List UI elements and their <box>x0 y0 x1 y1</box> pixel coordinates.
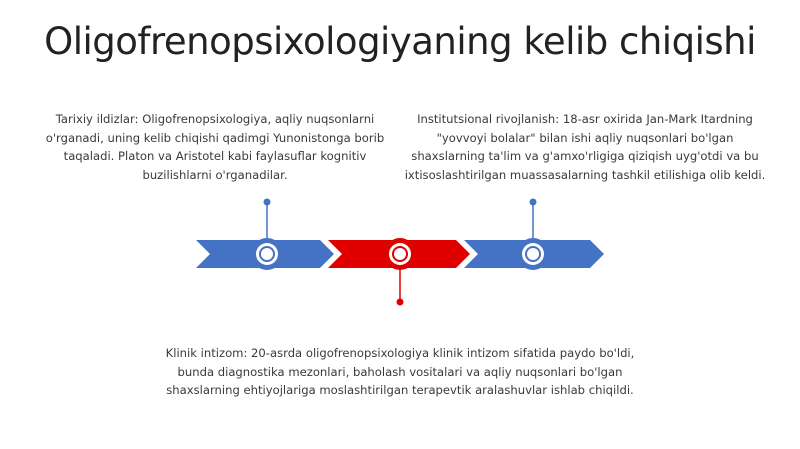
milestone-3-description: Klinik intizom: 20-asrda oligofrenopsixologiya klinik intizom sifatida paydo bo'ldi, bunda diagnostika mezonlari, baholash vositalari va aqliy nuqsonlari bo'lgan shaxslarning ehtiyojlariga moslashtirilgan terapevtik aralashuvlar ishlab chiqildi. <box>165 346 635 397</box>
stem-1-dot <box>264 199 271 206</box>
milestone-1-center <box>261 248 273 260</box>
slide-title: Oligofrenopsixologiyaning kelib chiqishi <box>44 20 756 63</box>
stem-3-dot <box>397 299 404 306</box>
milestone-3-center <box>527 248 539 260</box>
stem-2-dot <box>530 199 537 206</box>
milestone-2-center <box>394 248 406 260</box>
milestone-2-description: Institutsional rivojlanish: 18-asr oxirida Jan-Mark Itardning "yovvoyi bolalar" bilan ishi aqliy nuqsonlari bo'lgan shaxslarning ta'lim va g'amxo'rligiga qiziqish uyg'otdi va bu ixtisoslashtirilgan muassasalarning tashkil etilishiga olib keldi. <box>404 112 766 182</box>
milestone-1-description: Tarixiy ildizlar: Oligofrenopsixologiya, aqliy nuqsonlarni o'rganadi, uning kelib chiqishi qadimgi Yunonistonga borib taqaladi. Platon va Aristotel kabi faylasuflar kognitiv buzilishlarni o'rganadilar. <box>45 112 385 182</box>
